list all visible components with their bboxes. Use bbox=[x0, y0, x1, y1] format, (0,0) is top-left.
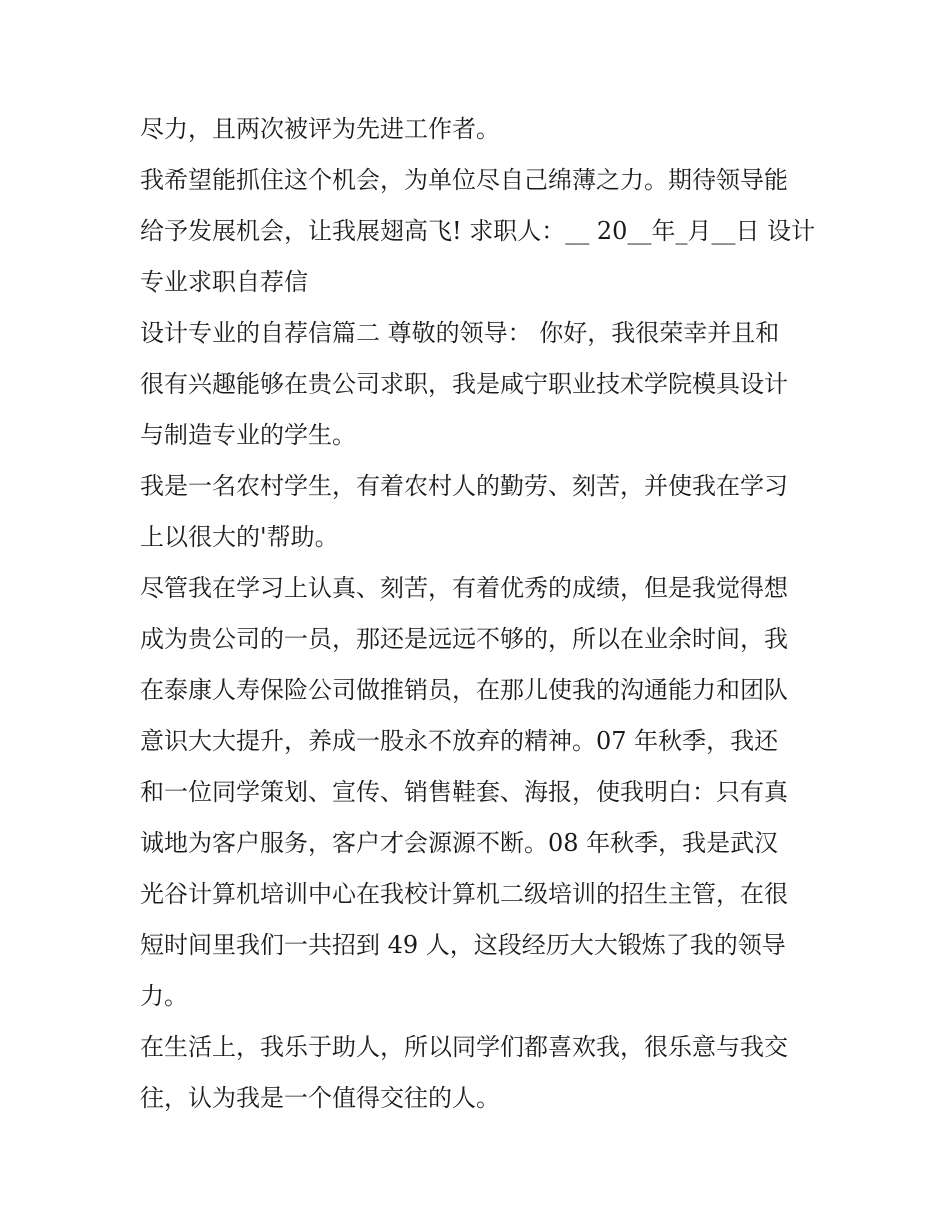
text-line: 力。 bbox=[140, 982, 188, 1010]
text-line: 意识大大提升，养成一股永不放弃的精神。07 年秋季，我还 bbox=[140, 727, 779, 755]
text-line: 短时间里我们一共招到 49 人，这段经历大大锻炼了我的领导 bbox=[140, 931, 786, 959]
text-line: 成为贵公司的一员，那还是远远不够的，所以在业余时间，我 bbox=[140, 625, 788, 653]
text-line: 尽力，且两次被评为先进工作者。 bbox=[140, 115, 500, 143]
text-line: 我是一名农村学生，有着农村人的勤劳、刻苦，并使我在学习 bbox=[140, 472, 788, 500]
text-line: 给予发展机会，让我展翅高飞! 求职人：__ 20__年_月__日 设计 bbox=[140, 217, 816, 245]
text-line: 与制造专业的学生。 bbox=[140, 421, 356, 449]
text-line: 和一位同学策划、宣传、销售鞋套、海报，使我明白：只有真 bbox=[140, 778, 788, 806]
document-body bbox=[140, 104, 815, 1124]
text-line: 很有兴趣能够在贵公司求职，我是咸宁职业技术学院模具设计 bbox=[140, 370, 788, 398]
text-line: 上以很大的'帮助。 bbox=[140, 523, 339, 551]
text-line: 设计专业的自荐信篇二 尊敬的领导： 你好，我很荣幸并且和 bbox=[140, 319, 780, 347]
text-line: 在生活上，我乐于助人，所以同学们都喜欢我，很乐意与我交 bbox=[140, 1033, 788, 1061]
text-line: 往，认为我是一个值得交往的人。 bbox=[140, 1084, 500, 1112]
text-line: 诚地为客户服务，客户才会源源不断。08 年秋季，我是武汉 bbox=[140, 829, 779, 857]
text-line: 专业求职自荐信 bbox=[140, 268, 308, 296]
text-line: 在泰康人寿保险公司做推销员，在那儿使我的沟通能力和团队 bbox=[140, 676, 788, 704]
text-line: 我希望能抓住这个机会，为单位尽自己绵薄之力。期待领导能 bbox=[140, 166, 788, 194]
text-line: 光谷计算机培训中心在我校计算机二级培训的招生主管，在很 bbox=[140, 880, 788, 908]
text-line: 尽管我在学习上认真、刻苦，有着优秀的成绩，但是我觉得想 bbox=[140, 574, 788, 602]
